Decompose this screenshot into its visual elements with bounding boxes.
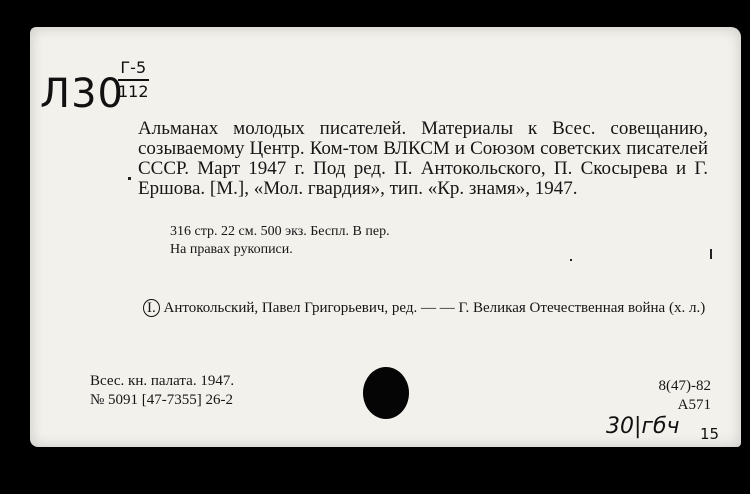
chamber-line-2: № 5091 [47-7355] 26-2 [90,392,234,408]
ink-speck [710,249,712,259]
tracing-text: Антокольский, Павел Григорьевич, ред. — — Г. Великая Отечественная война (х. л.) [163,300,706,316]
punch-hole [363,367,409,419]
shelf-mark-fraction [118,57,149,103]
physical-description: 316 стр. 22 см. 500 экз. Беспл. В пер. [170,224,390,239]
class-line-2: А571 [677,397,711,413]
catalog-card [30,27,741,447]
chamber-line-1: Всес. кн. палата. 1947. [90,373,235,389]
ink-speck [128,177,131,180]
shelf-mark-main: Л30 [40,71,124,117]
classification [659,377,712,415]
tracing-marker: I. [143,299,160,317]
shelf-mark-top: Г-5 [118,57,149,81]
shelf-mark-bottom: 112 [118,82,149,101]
handwritten-corner-note: 30|гбч [606,414,680,439]
class-line-1: 8(47)-82 [658,378,711,394]
book-chamber-info [90,372,234,410]
ink-speck [570,259,572,261]
tracings [143,299,708,318]
bibliographic-description: Альманах молодых писателей. Материалы к Всес. совещанию, созываемому Центр. Ком-том ВЛКСМ и Союзом советских писателей СССР. Март 1947 г. Под ред. П. Антокольского, П. Скосырева и Г. Ершова. [М.], «Мол. гвардия», тип. «Кр. знамя», 1947. [138,118,708,199]
edition-note: На правах рукописи. [170,242,293,257]
handwritten-small-note: 15 [700,425,720,443]
